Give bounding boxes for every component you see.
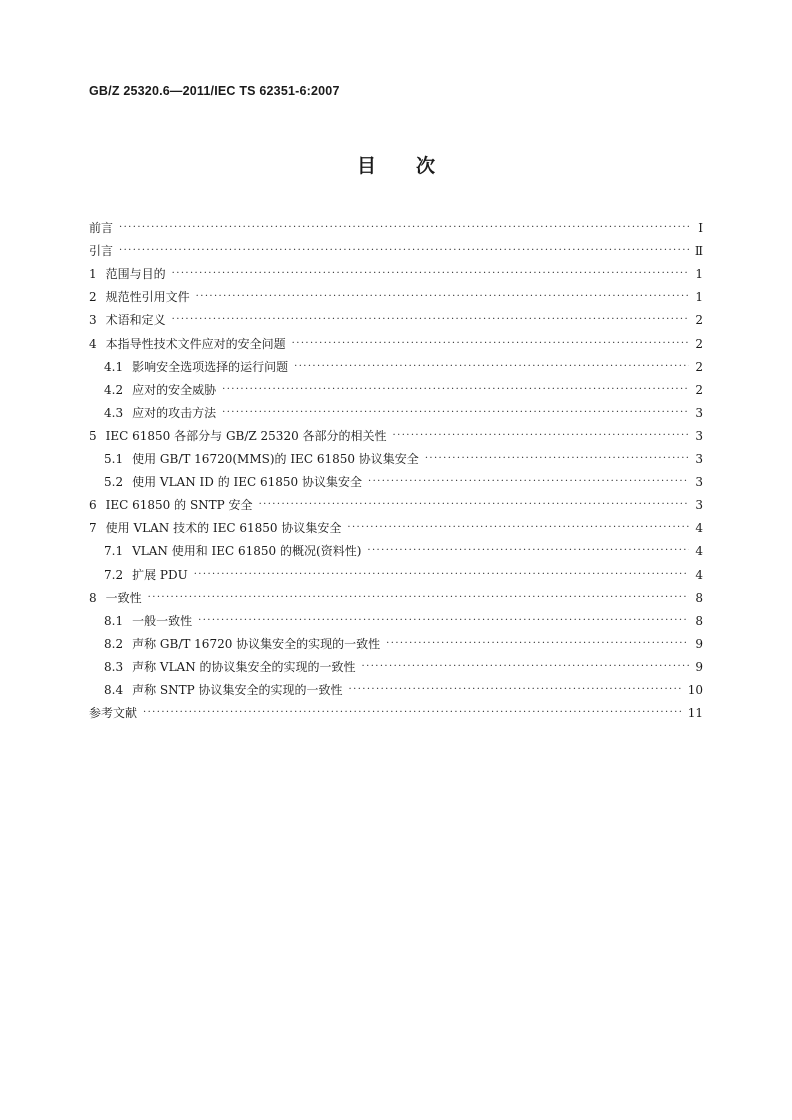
toc-entry-title: 应对的安全威胁 xyxy=(132,382,217,397)
toc-entry-number: 5 xyxy=(89,428,97,443)
toc-entry-title: 一致性 xyxy=(105,590,142,605)
toc-entry[interactable] xyxy=(89,467,703,490)
page-title: 目次 xyxy=(356,155,475,177)
toc-entry-number: 4.2 xyxy=(104,382,124,397)
toc-entry-title: 使用 GB/T 16720(MMS)的 IEC 61850 协议集安全 xyxy=(132,452,419,467)
toc-entry-number: 8.1 xyxy=(104,613,124,628)
toc-entry[interactable] xyxy=(89,352,703,375)
toc-leader-dots xyxy=(292,337,689,351)
toc-entry-page: 2 xyxy=(695,382,703,397)
toc-entry-number: 2 xyxy=(89,290,97,305)
table-of-contents xyxy=(89,213,703,721)
toc-entry-label xyxy=(89,243,119,259)
toc-entry-label xyxy=(104,659,362,675)
toc-entry-label xyxy=(89,220,119,236)
toc-entry-number: 7.1 xyxy=(104,544,124,559)
toc-entry-page: 1 xyxy=(695,290,703,305)
toc-entry-label xyxy=(104,636,386,652)
toc-entry-title: 应对的攻击方法 xyxy=(132,405,217,420)
toc-leader-dots xyxy=(294,360,689,374)
toc-entry[interactable] xyxy=(89,490,703,513)
toc-leader-dots xyxy=(119,221,689,235)
toc-entry-label xyxy=(104,682,349,698)
toc-entry[interactable] xyxy=(89,236,703,259)
toc-entry-page: 1 xyxy=(695,267,703,282)
toc-entry[interactable] xyxy=(89,282,703,305)
toc-entry-page: 9 xyxy=(695,636,703,651)
toc-entry[interactable] xyxy=(89,675,703,698)
toc-entry-title: VLAN 使用和 IEC 61850 的概况(资料性) xyxy=(132,544,362,559)
toc-entry-number: 8.4 xyxy=(104,682,124,697)
document-header-code: GB/Z 25320.6—2011/IEC TS 62351-6:2007 xyxy=(89,84,340,98)
toc-entry-label xyxy=(104,613,198,629)
toc-entry[interactable] xyxy=(89,328,703,351)
toc-entry-label xyxy=(104,567,194,583)
toc-entry-title: 声称 GB/T 16720 协议集安全的实现的一致性 xyxy=(132,636,381,651)
toc-entry-title: 参考文献 xyxy=(89,706,138,721)
toc-entry-title: 前言 xyxy=(89,221,114,236)
toc-leader-dots xyxy=(198,614,689,628)
toc-entry-title: 扩展 PDU xyxy=(132,567,188,582)
toc-leader-dots xyxy=(172,267,689,281)
toc-leader-dots xyxy=(393,429,689,443)
toc-leader-dots xyxy=(196,290,689,304)
toc-entry-title: 声称 VLAN 的协议集安全的实现的一致性 xyxy=(132,659,356,674)
toc-entry-page: 3 xyxy=(695,452,703,467)
toc-entry-number: 6 xyxy=(89,498,97,513)
toc-leader-dots xyxy=(367,544,689,558)
toc-entry-page: 3 xyxy=(695,475,703,490)
toc-leader-dots xyxy=(172,313,689,327)
toc-entry[interactable] xyxy=(89,698,703,721)
toc-entry-label xyxy=(89,590,148,606)
toc-leader-dots xyxy=(194,568,689,582)
toc-leader-dots xyxy=(362,660,689,674)
toc-entry-number: 7.2 xyxy=(104,567,124,582)
toc-entry[interactable] xyxy=(89,536,703,559)
toc-leader-dots xyxy=(143,706,682,720)
toc-leader-dots xyxy=(222,406,689,420)
toc-entry-page: 4 xyxy=(695,521,703,536)
toc-entry-number: 4.1 xyxy=(104,359,124,374)
toc-entry[interactable] xyxy=(89,513,703,536)
toc-entry[interactable] xyxy=(89,583,703,606)
toc-entry-page: 8 xyxy=(695,613,703,628)
toc-entry-number: 4 xyxy=(89,336,97,351)
toc-entry-page: 2 xyxy=(695,359,703,374)
toc-entry-number: 5.1 xyxy=(104,452,124,467)
toc-entry-title: 范围与目的 xyxy=(105,267,166,282)
toc-entry-page: 9 xyxy=(695,659,703,674)
toc-entry[interactable] xyxy=(89,305,703,328)
toc-entry[interactable] xyxy=(89,421,703,444)
toc-leader-dots xyxy=(386,637,689,651)
toc-entry-title: 一般一致性 xyxy=(132,613,193,628)
toc-entry-number: 4.3 xyxy=(104,405,124,420)
toc-leader-dots xyxy=(222,383,689,397)
toc-entry[interactable] xyxy=(89,652,703,675)
toc-leader-dots xyxy=(259,498,689,512)
toc-entry-title: 使用 VLAN 技术的 IEC 61850 协议集安全 xyxy=(105,521,342,536)
toc-entry-page: 4 xyxy=(695,544,703,559)
toc-entry-label xyxy=(104,359,294,375)
toc-entry-title: 引言 xyxy=(89,244,114,259)
toc-entry-title: 本指导性技术文件应对的安全问题 xyxy=(105,336,286,351)
toc-entry-number: 8.3 xyxy=(104,659,124,674)
toc-entry-page: 10 xyxy=(687,682,703,697)
toc-entry[interactable] xyxy=(89,259,703,282)
toc-entry-label xyxy=(89,336,292,352)
toc-leader-dots xyxy=(368,475,689,489)
toc-entry-label xyxy=(89,520,347,536)
toc-entry-page: 2 xyxy=(695,336,703,351)
toc-entry-label xyxy=(104,382,222,398)
toc-entry[interactable] xyxy=(89,398,703,421)
toc-entry-label xyxy=(89,312,172,328)
toc-entry-label xyxy=(89,705,143,721)
toc-entry-page: 2 xyxy=(695,313,703,328)
toc-entry-label xyxy=(89,428,393,444)
toc-entry-page: 3 xyxy=(695,498,703,513)
toc-entry[interactable] xyxy=(89,444,703,467)
toc-entry-title: 规范性引用文件 xyxy=(105,290,190,305)
toc-entry-page: 8 xyxy=(695,590,703,605)
toc-entry-label xyxy=(104,543,367,559)
toc-leader-dots xyxy=(119,244,689,258)
toc-entry-title: IEC 61850 各部分与 GB/Z 25320 各部分的相关性 xyxy=(105,428,387,443)
toc-entry-number: 7 xyxy=(89,521,97,536)
toc-leader-dots xyxy=(347,521,689,535)
toc-entry-label xyxy=(104,474,368,490)
toc-entry-title: 使用 VLAN ID 的 IEC 61850 协议集安全 xyxy=(132,475,362,490)
toc-entry-number: 8 xyxy=(89,590,97,605)
toc-entry-number: 8.2 xyxy=(104,636,124,651)
toc-entry-title: IEC 61850 的 SNTP 安全 xyxy=(105,498,253,513)
toc-entry-page: Ⅰ xyxy=(698,221,703,236)
toc-entry-page: 11 xyxy=(687,706,703,721)
toc-entry-page: 4 xyxy=(695,567,703,582)
toc-entry[interactable] xyxy=(89,213,703,236)
toc-entry[interactable] xyxy=(89,375,703,398)
toc-entry-label xyxy=(89,497,259,513)
toc-leader-dots xyxy=(148,591,689,605)
toc-entry[interactable] xyxy=(89,629,703,652)
toc-entry-title: 影响安全选项选择的运行问题 xyxy=(132,359,289,374)
toc-entry-label xyxy=(104,451,425,467)
toc-entry-page: 3 xyxy=(695,405,703,420)
toc-entry-number: 1 xyxy=(89,267,97,282)
toc-entry-page: 3 xyxy=(695,428,703,443)
toc-entry-number: 5.2 xyxy=(104,475,124,490)
toc-entry-label xyxy=(89,289,196,305)
toc-entry-label xyxy=(89,266,172,282)
toc-entry-title: 声称 SNTP 协议集安全的实现的一致性 xyxy=(132,682,343,697)
toc-entry-title: 术语和定义 xyxy=(105,313,166,328)
toc-entry[interactable] xyxy=(89,606,703,629)
toc-entry-number: 3 xyxy=(89,313,97,328)
toc-leader-dots xyxy=(349,683,682,697)
toc-entry-page: Ⅱ xyxy=(694,244,703,259)
toc-entry-label xyxy=(104,405,222,421)
toc-leader-dots xyxy=(425,452,689,466)
toc-entry[interactable] xyxy=(89,559,703,582)
